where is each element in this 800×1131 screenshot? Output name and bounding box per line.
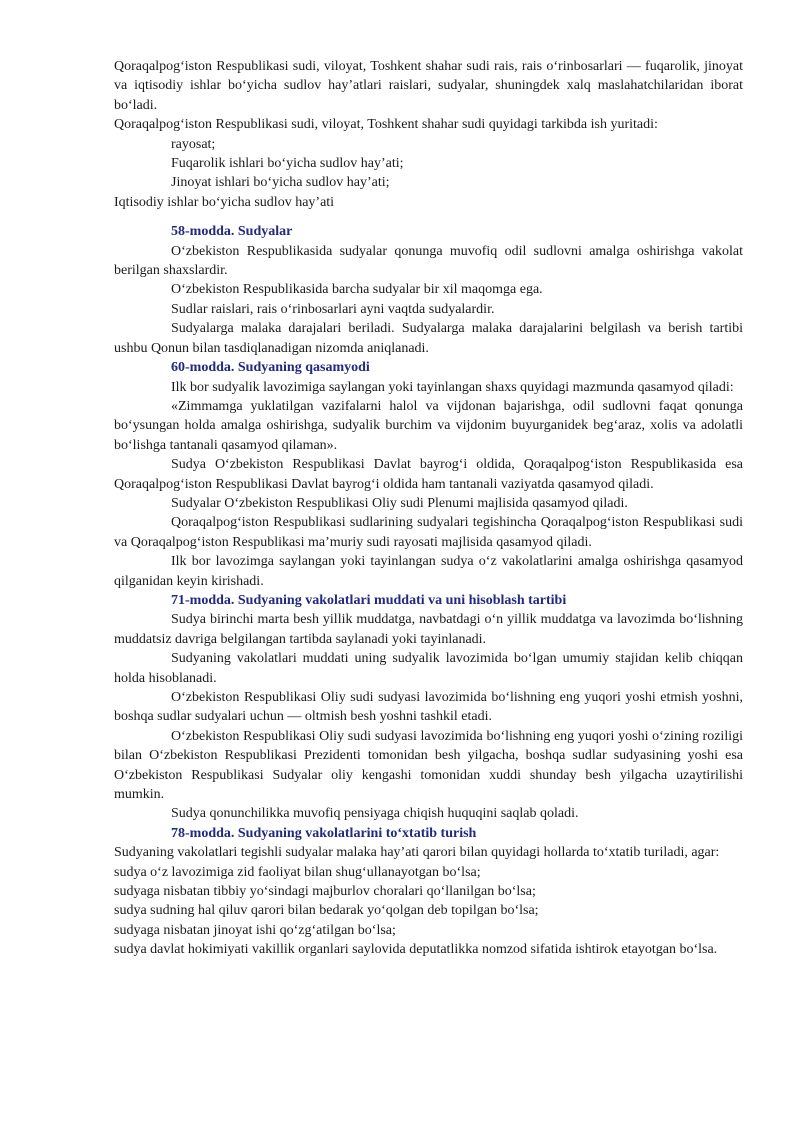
- article-58-paragraph: O‘zbekiston Respublikasida barcha sudyalar bir xil maqomga ega.: [171, 282, 543, 298]
- intro-paragraph-2: Qoraqalpog‘iston Respublikasi sudi, viloyat, Toshkent shahar sudi quyidagi tarkibda ish yuritadi:: [114, 117, 658, 133]
- article-60-heading: 60-modda. Sudyaning qasamyodi: [171, 360, 370, 376]
- article-71-paragraph: O‘zbekiston Respublikasi Oliy sudi sudyasi lavozimida bo‘lishning eng yuqori yoshi etmish yoshni, boshqa sudlar sudyalari uchun — oltmish besh yoshni tashkil etadi.: [114, 690, 743, 725]
- article-78-item: sudya davlat hokimiyati vakillik organlari saylovida deputatlikka nomzod sifatida ishtirok etayotgan bo‘lsa.: [114, 942, 718, 958]
- article-78-item: sudyaga nisbatan jinoyat ishi qo‘zg‘atilgan bo‘lsa;: [114, 922, 396, 938]
- article-60-oath: «Zimmamga yuklatilgan vazifalarni halol va vijdonan bajarishga, odil sudlovni faqat qonunga bo‘ysungan holda amalga oshirishga, sudyalik burchim va vijdonim buyurganidek beg‘araz, xolis va adolatli bo‘lishga tantanali qasamyod qilaman».: [114, 398, 743, 453]
- article-71-paragraph: Sudyaning vakolatlari muddati uning sudyalik lavozimida bo‘lgan umumiy stajidan kelib chiqqan holda hisoblanadi.: [114, 651, 743, 686]
- article-78-item: sudya o‘z lavozimiga zid faoliyat bilan shug‘ullanayotgan bo‘lsa;: [114, 864, 481, 880]
- article-58-paragraph: Sudyalarga malaka darajalari beriladi. Sudyalarga malaka darajalarini belgilash va berish tartibi ushbu Qonun bilan tasdiqlanadigan nizomda aniqlanadi.: [114, 321, 743, 356]
- article-78-intro: Sudyaning vakolatlari tegishli sudyalar malaka hay’ati qarori bilan quyidagi hollarda to‘xtatib turiladi, agar:: [114, 845, 720, 861]
- article-78-heading: 78-modda. Sudyaning vakolatlarini to‘xtatib turish: [171, 825, 477, 841]
- intro-list-item: Jinoyat ishlari bo‘yicha sudlov hay’ati;: [171, 175, 390, 191]
- article-60-paragraph: Sudya O‘zbekiston Respublikasi Davlat bayrog‘i oldida, Qoraqalpog‘iston Respublikasida esa Qoraqalpog‘iston Respublikasi Davlat bayrog‘i oldida ham tantanali vaziyatda qasamyod qiladi.: [114, 457, 743, 492]
- article-78-item: sudyaga nisbatan tibbiy yo‘sindagi majburlov choralari qo‘llanilgan bo‘lsa;: [114, 884, 536, 900]
- article-60-paragraph: Ilk bor lavozimga saylangan yoki tayinlangan sudya o‘z vakolatlarini amalga oshirishga qasamyod qilganidan keyin kirishadi.: [114, 554, 743, 589]
- article-60-paragraph: Sudyalar O‘zbekiston Respublikasi Oliy sudi Plenumi majlisida qasamyod qiladi.: [171, 495, 628, 511]
- article-60-paragraph: Qoraqalpog‘iston Respublikasi sudlarining sudyalari tegishincha Qoraqalpog‘iston Respublikasi sudi va Qoraqalpog‘iston Respublikasi ma’muriy sudi rayosati majlisida qasamyod qiladi.: [114, 515, 743, 550]
- article-60-paragraph: Ilk bor sudyalik lavozimiga saylangan yoki tayinlangan shaxs quyidagi mazmunda qasamyod qiladi:: [171, 379, 734, 395]
- article-78-item: sudya sudning hal qiluv qarori bilan bedarak yo‘qolgan deb topilgan bo‘lsa;: [114, 903, 539, 919]
- article-58-paragraph: Sudlar raislari, rais o‘rinbosarlari ayni vaqtda sudyalardir.: [171, 301, 495, 317]
- document-page: [114, 57, 743, 960]
- article-71-paragraph: O‘zbekiston Respublikasi Oliy sudi sudyasi lavozimida bo‘lishning eng yuqori yoshi o‘zining roziligi bilan O‘zbekiston Respublikasi Prezidenti tomonidan besh yilgacha, boshqa sudlar sudyasining yoshi esa O‘zbekiston Respublikasi Sudyalar oliy kengashi tomonidan xuddi shunday besh yilgacha uzaytirilishi mumkin.: [114, 728, 743, 803]
- intro-paragraph-1: Qoraqalpog‘iston Respublikasi sudi, viloyat, Toshkent shahar sudi rais, rais o‘rinbosarlari — fuqarolik, jinoyat va iqtisodiy ishlar bo‘yicha sudlov hay’atlari raislari, sudyalar, shuningdek xalq maslahatchilaridan iborat bo‘ladi.: [114, 59, 743, 113]
- article-58-heading: 58-modda. Sudyalar: [171, 224, 293, 240]
- article-58-paragraph: O‘zbekiston Respublikasida sudyalar qonunga muvofiq odil sudlovni amalga oshirishga vakolat berilgan shaxslardir.: [114, 243, 743, 279]
- intro-paragraph-3: Iqtisodiy ishlar bo‘yicha sudlov hay’ati: [114, 194, 335, 210]
- intro-list-item: rayosat;: [171, 136, 216, 152]
- intro-list-item: Fuqarolik ishlari bo‘yicha sudlov hay’ati;: [171, 156, 404, 172]
- article-71-heading: 71-modda. Sudyaning vakolatlari muddati va uni hisoblash tartibi: [171, 592, 567, 608]
- article-71-paragraph: Sudya qonunchilikka muvofiq pensiyaga chiqish huquqini saqlab qoladi.: [171, 806, 579, 822]
- article-71-paragraph: Sudya birinchi marta besh yillik muddatga, navbatdagi o‘n yillik muddatga va lavozimda bo‘lishning muddatsiz davriga belgilangan tartibda saylanadi yoki tayinlanadi.: [114, 612, 743, 647]
